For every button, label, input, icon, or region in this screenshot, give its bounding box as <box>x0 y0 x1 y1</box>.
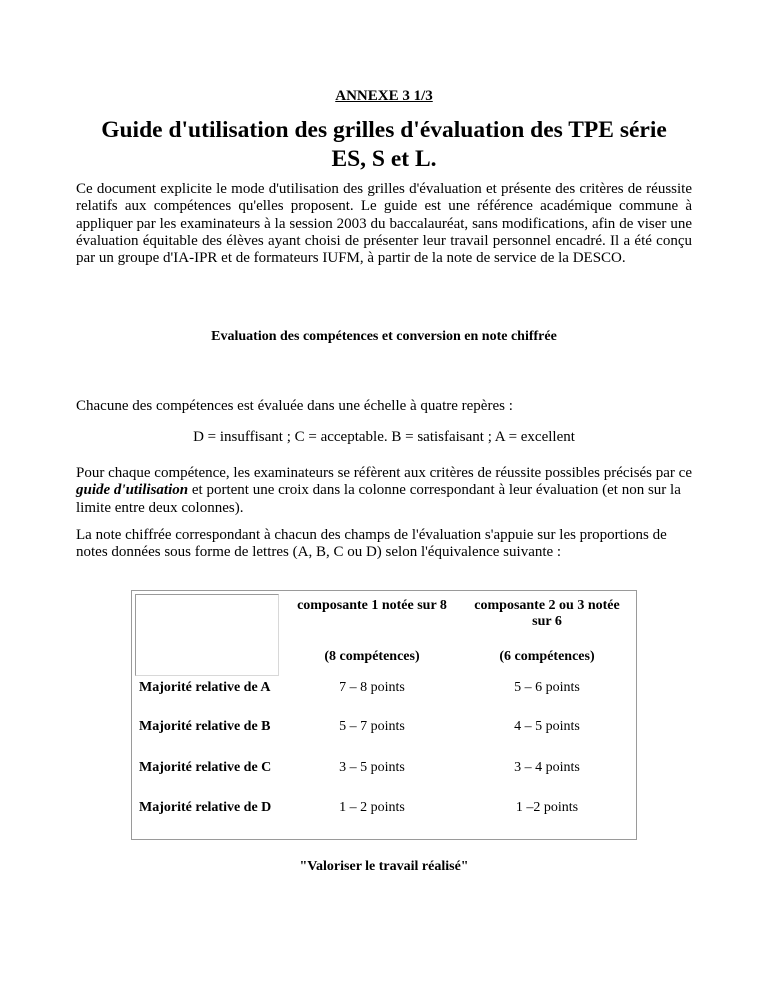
examiners-paragraph <box>76 465 692 517</box>
annex-label: ANNEXE 3 1/3 <box>335 88 433 104</box>
col2-subheader: (6 compétences) <box>499 649 595 664</box>
document-title: Guide d'utilisation des grilles d'évaluation des TPE série ES, S et L. <box>101 117 667 172</box>
intro-paragraph: Ce document explicite le mode d'utilisation des grilles d'évaluation et présente des critères de réussite relatifs aux compétences qu'elles proposent. Le guide est une référence académique commune à appliquer par les examinateurs à la session 2003 du baccalauréat, sans modifications, afin de viser une évaluation équitable des élèves ayant choisi de présenter leur travail personnel encadré. Il a été conçu par un groupe d'IA-IPR et de formateurs IUFM, à partir de la note de service de la DESCO. <box>76 181 692 267</box>
col2-header: composante 2 ou 3 notée sur 6 <box>474 598 620 629</box>
conversion-table <box>131 590 637 840</box>
col1-header: composante 1 notée sur 8 <box>297 598 447 613</box>
row-label-c: Majorité relative de C <box>139 760 272 775</box>
row-b-col2: 4 – 5 points <box>514 719 580 734</box>
scale-definition: D = insuffisant ; C = acceptable. B = satisfaisant ; A = excellent <box>193 429 575 445</box>
row-d-col2: 1 –2 points <box>515 800 579 815</box>
examiners-text-before: Pour chaque compétence, les examinateurs se réfèrent aux critères de réussite possibles précisés par ce <box>76 465 692 481</box>
row-c-col1: 3 – 5 points <box>339 760 405 775</box>
row-b-col1: 5 – 7 points <box>339 719 405 734</box>
guide-emphasis: guide d'utilisation <box>76 482 189 499</box>
row-c-col2: 3 – 4 points <box>514 760 580 775</box>
examiners-text-after: et portent une croix dans la colonne correspondant à leur évaluation (et non sur la limite entre deux colonnes). <box>76 482 681 516</box>
row-label-a: Majorité relative de A <box>139 680 271 695</box>
col1-subheader: (8 compétences) <box>324 649 420 664</box>
row-label-b: Majorité relative de B <box>139 719 271 734</box>
scale-intro: Chacune des compétences est évaluée dans une échelle à quatre repères : <box>76 398 513 414</box>
table-corner-cell <box>135 594 279 676</box>
row-a-col2: 5 – 6 points <box>514 680 580 695</box>
row-a-col1: 7 – 8 points <box>339 680 405 695</box>
conversion-paragraph: La note chiffrée correspondant à chacun des champs de l'évaluation s'appuie sur les proportions de notes données sous forme de lettres (A, B, C ou D) selon l'équivalence suivante : <box>76 527 667 561</box>
row-d-col1: 1 – 2 points <box>339 800 405 815</box>
footer-heading: "Valoriser le travail réalisé" <box>299 859 469 874</box>
row-label-d: Majorité relative de D <box>139 800 272 815</box>
section-heading: Evaluation des compétences et conversion en note chiffrée <box>211 329 557 344</box>
